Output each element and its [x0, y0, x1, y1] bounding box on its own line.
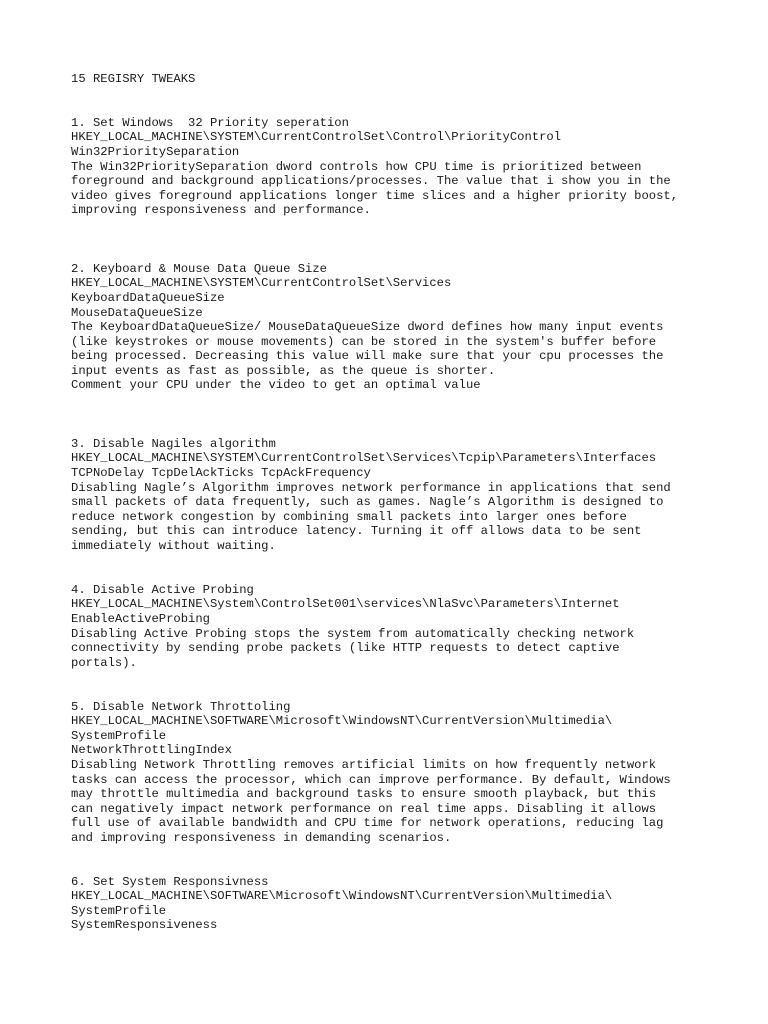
- description-line: reduce network congestion by combining small packets into larger ones before: [71, 509, 627, 524]
- registry-value-name: KeyboardDataQueueSize: [71, 290, 225, 305]
- description-line: video gives foreground applications longer time slices and a higher priority boost,: [71, 188, 679, 203]
- description-line: sending, but this can introduce latency. Turning it off allows data to be sent: [71, 524, 642, 539]
- description-line: being processed. Decreasing this value will make sure that your cpu processes the: [71, 349, 664, 364]
- description-line: full use of available bandwidth and CPU time for network operations, reducing lag: [71, 816, 664, 831]
- description-line: portals).: [71, 655, 137, 670]
- section-heading: 4. Disable Active Probing: [71, 582, 254, 597]
- description-line: Disabling Active Probing stops the system from automatically checking network: [71, 626, 635, 641]
- section-heading: 2. Keyboard & Mouse Data Queue Size: [71, 261, 327, 276]
- description-line: may throttle multimedia and background tasks to ensure smooth playback, but this: [71, 787, 657, 802]
- tweak-section-6: [71, 875, 711, 933]
- tweak-section-1: [71, 116, 711, 218]
- registry-value-name: MouseDataQueueSize: [71, 305, 203, 320]
- tweak-section-3: [71, 437, 711, 554]
- registry-value-name: SystemResponsiveness: [71, 918, 218, 933]
- registry-key-path-continued: SystemProfile: [71, 728, 167, 743]
- tweak-section-4: [71, 583, 711, 671]
- tweak-section-2: [71, 262, 711, 393]
- description-line: Disabling Nagle’s Algorithm improves network performance in applications that send: [71, 480, 671, 495]
- section-heading: 6. Set System Responsivness: [71, 874, 269, 889]
- description-line: (like keystrokes or mouse movements) can be stored in the system's buffer before: [71, 334, 657, 349]
- registry-key-path: HKEY_LOCAL_MACHINE\SOFTWARE\Microsoft\WindowsNT\CurrentVersion\Multimedia\: [71, 714, 613, 729]
- description-line: The Win32PrioritySeparation dword controls how CPU time is prioritized between: [71, 159, 642, 174]
- section-heading: 1. Set Windows 32 Priority seperation: [71, 115, 349, 130]
- description-line: improving responsiveness and performance.: [71, 203, 371, 218]
- registry-key-path: HKEY_LOCAL_MACHINE\SYSTEM\CurrentControlSet\Services: [71, 276, 452, 291]
- description-line: tasks can access the processor, which can improve performance. By default, Windows: [71, 772, 671, 787]
- description-line: small packets of data frequently, such as games. Nagle’s Algorithm is designed to: [71, 495, 664, 510]
- registry-key-path: HKEY_LOCAL_MACHINE\SYSTEM\CurrentControlSet\Control\PriorityControl: [71, 130, 562, 145]
- registry-key-path: HKEY_LOCAL_MACHINE\SYSTEM\CurrentControlSet\Services\Tcpip\Parameters\Interfaces: [71, 451, 657, 466]
- description-line: input events as fast as possible, as the queue is shorter.: [71, 363, 496, 378]
- description-line: foreground and background applications/processes. The value that i show you in the: [71, 174, 671, 189]
- description-line: and improving responsiveness in demanding scenarios.: [71, 830, 452, 845]
- description-line: Comment your CPU under the video to get an optimal value: [71, 378, 481, 393]
- registry-key-path-continued: SystemProfile: [71, 903, 167, 918]
- section-heading: 3. Disable Nagiles algorithm: [71, 436, 276, 451]
- document-title: 15 REGISRY TWEAKS: [71, 72, 196, 86]
- description-line: The KeyboardDataQueueSize/ MouseDataQueueSize dword defines how many input events: [71, 320, 664, 335]
- section-heading: 5. Disable Network Throttoling: [71, 699, 291, 714]
- tweak-section-5: [71, 700, 711, 846]
- registry-key-path: HKEY_LOCAL_MACHINE\System\ControlSet001\services\NlaSvc\Parameters\Internet: [71, 597, 620, 612]
- registry-value-name: Win32PrioritySeparation: [71, 144, 240, 159]
- description-line: immediately without waiting.: [71, 539, 276, 554]
- document-body: [71, 72, 711, 933]
- description-line: Disabling Network Throttling removes artificial limits on how frequently network: [71, 757, 657, 772]
- registry-value-name: NetworkThrottlingIndex: [71, 743, 232, 758]
- description-line: can negatively impact network performance on real time apps. Disabling it allows: [71, 801, 657, 816]
- description-line: connectivity by sending probe packets (like HTTP requests to detect captive: [71, 641, 620, 656]
- registry-value-name: TCPNoDelay TcpDelAckTicks TcpAckFrequency: [71, 466, 371, 481]
- registry-value-name: EnableActiveProbing: [71, 612, 210, 626]
- registry-key-path: HKEY_LOCAL_MACHINE\SOFTWARE\Microsoft\WindowsNT\CurrentVersion\Multimedia\: [71, 889, 613, 904]
